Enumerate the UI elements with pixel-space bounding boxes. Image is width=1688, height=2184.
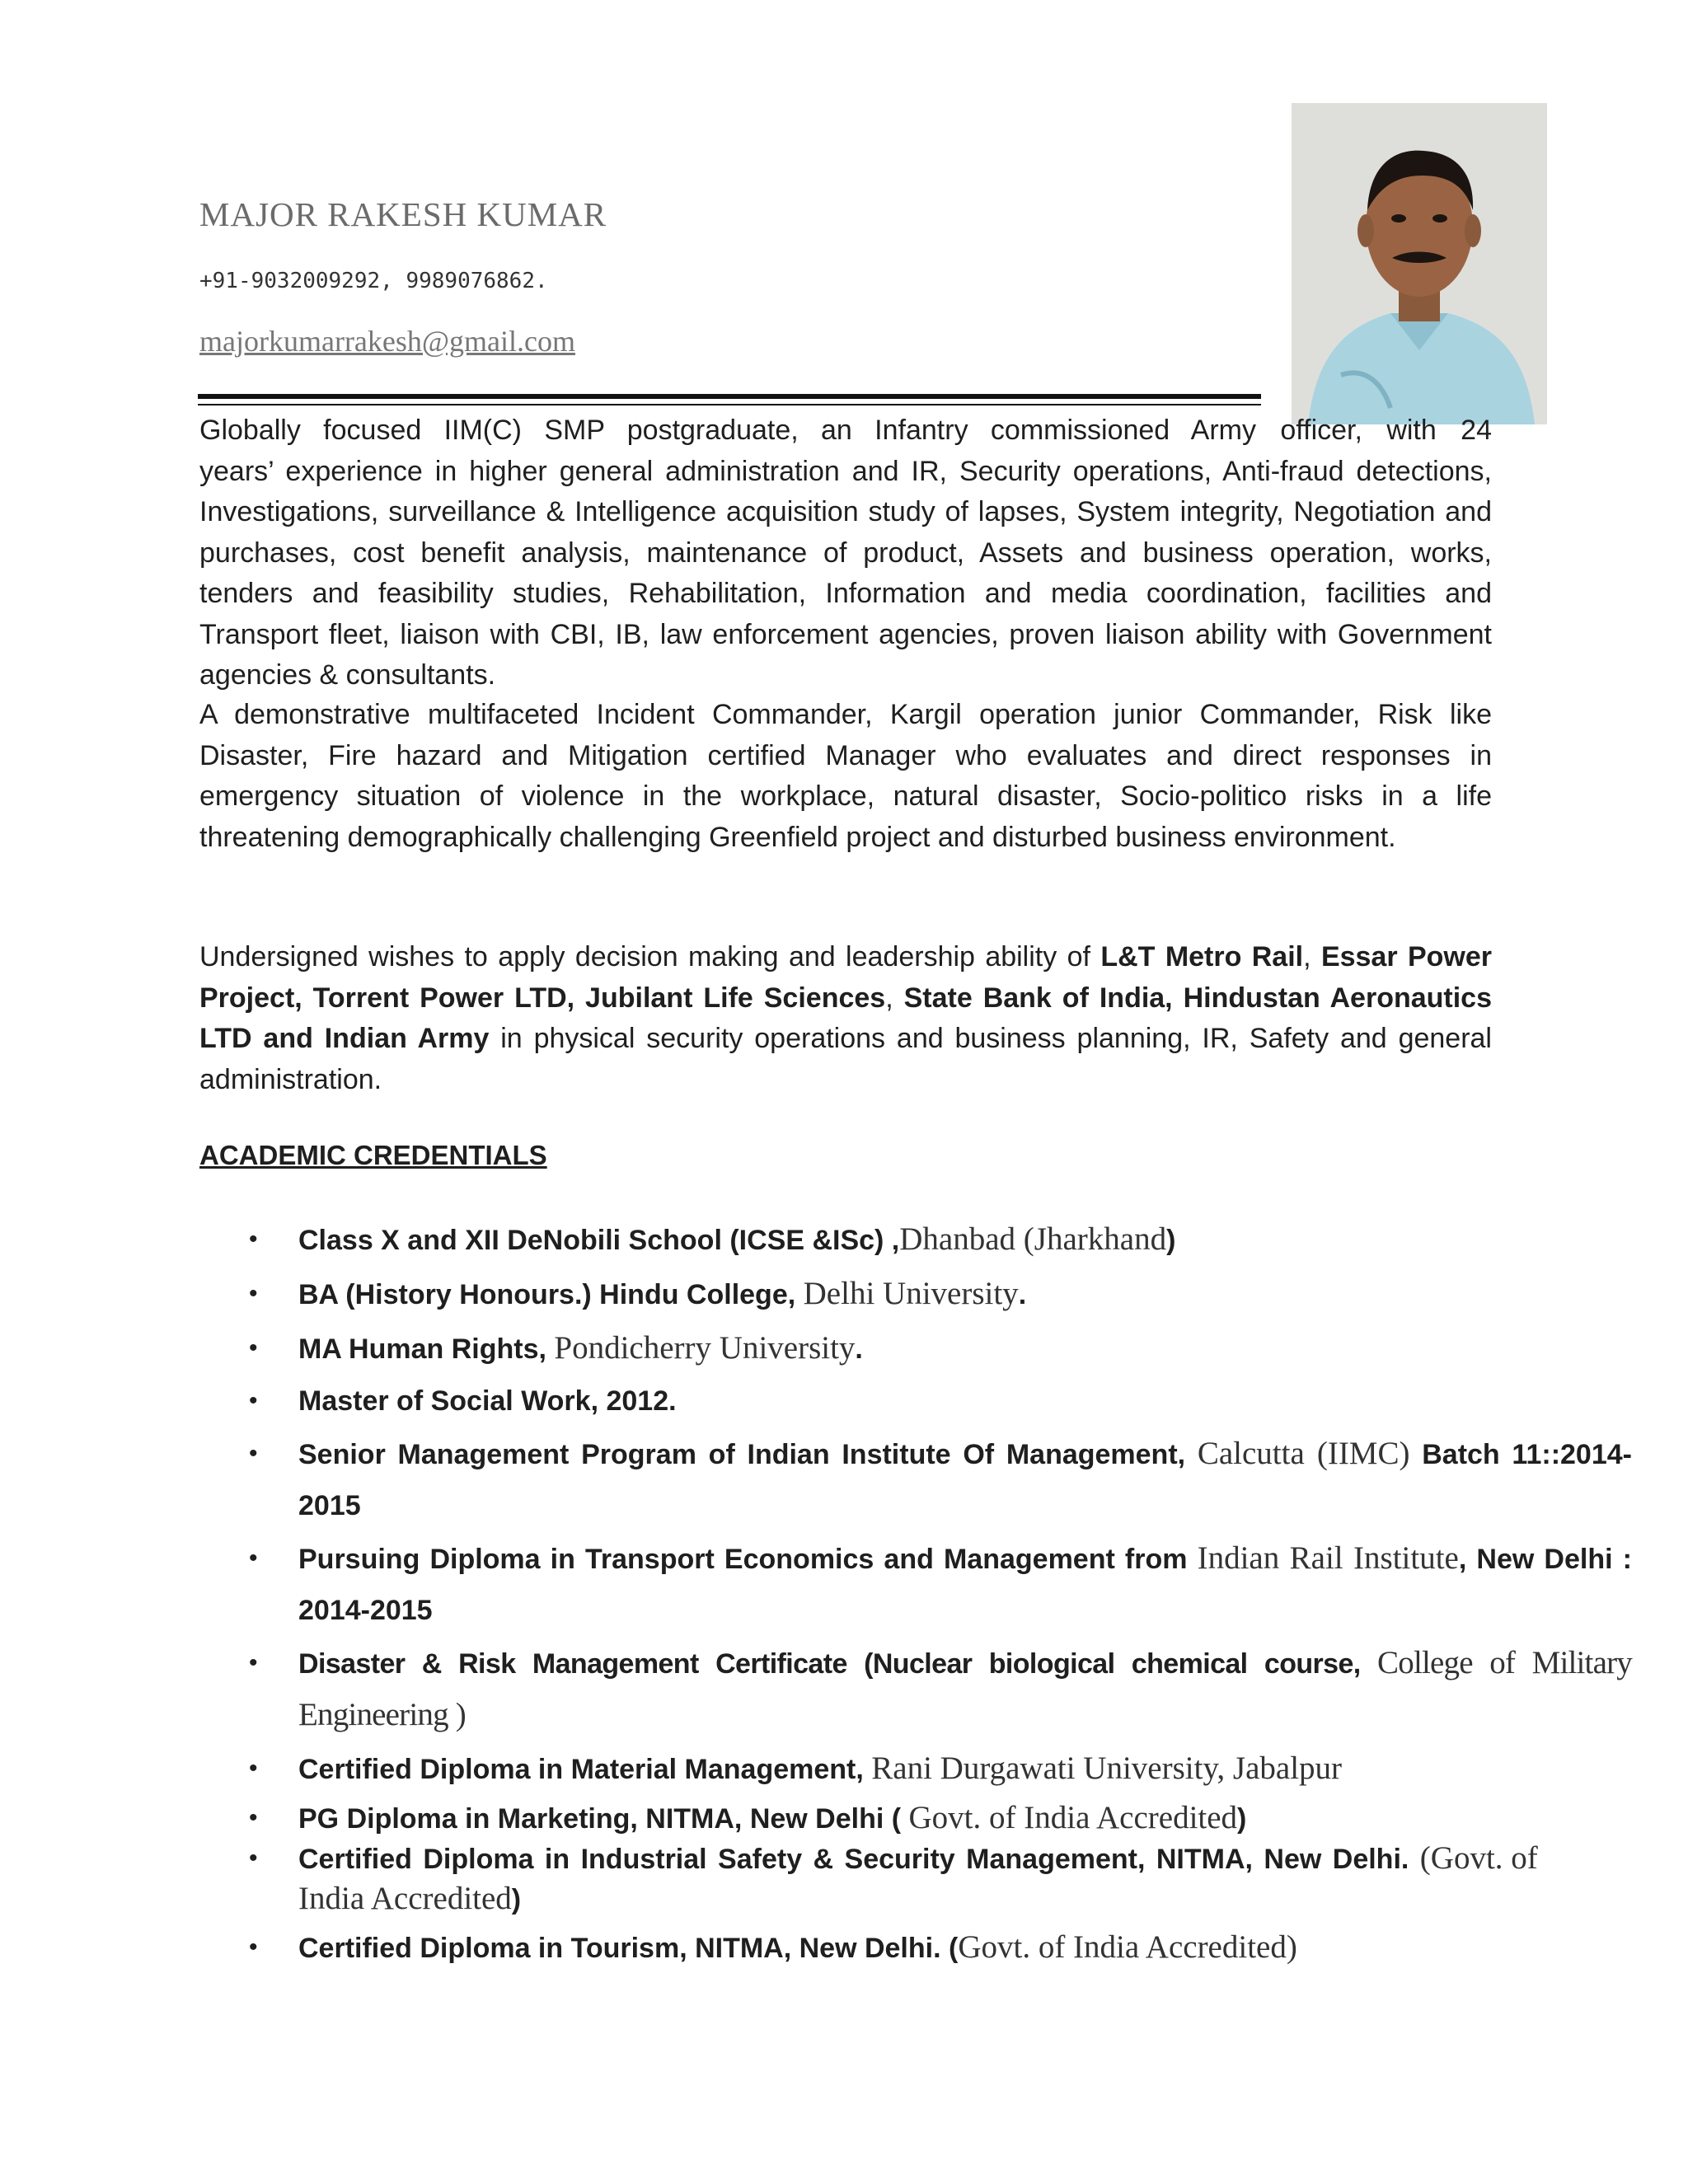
academic-item bbox=[247, 1324, 1632, 1374]
summary-rest: officer, with 24 years’ experience in higher general administration and IR, Security operations, Anti-fraud detections, Investigations, surveillance & Intelligence acquisition study of lapses, System integrity, Negotiation and purchases, cost benefit analysis, maintenance of product, Assets and business operation, works, tenders and feasibility studies, Rehabilitation, Information and media coordination, facilities and Transport fleet, liaison with CBI, IB, law enforcement agencies, proven liaison ability with Government agencies & consultants. bbox=[199, 415, 1492, 691]
academic-item bbox=[247, 1743, 1632, 1795]
bullet-icon: • bbox=[249, 1544, 258, 1572]
item-bold: Master of Social Work, 2012. bbox=[298, 1385, 677, 1417]
objective-paragraph bbox=[199, 937, 1492, 1100]
bullet-icon: • bbox=[249, 1280, 258, 1307]
item-tail: ) bbox=[1237, 1803, 1247, 1835]
item-tail: . bbox=[855, 1333, 863, 1365]
item-tail: ) bbox=[511, 1884, 522, 1915]
item-bold: Certified Diploma in Tourism, NITMA, New Delhi. ( bbox=[298, 1933, 959, 1964]
item-tail: ) bbox=[1166, 1225, 1176, 1256]
objective-sep-1: , bbox=[1303, 941, 1321, 972]
phone-numbers: +91-9032009292, 9989076862. bbox=[199, 269, 548, 293]
item-bold: PG Diploma in Marketing, NITMA, New Delhi ( bbox=[298, 1803, 909, 1835]
academic-item bbox=[247, 1428, 1632, 1531]
header-divider-thick bbox=[198, 394, 1261, 399]
academic-item bbox=[247, 1638, 1632, 1741]
academic-item bbox=[247, 1376, 1632, 1426]
academic-item bbox=[247, 1923, 1632, 1973]
header-divider-thin bbox=[198, 404, 1261, 405]
item-institution: (Govt. of India Accredited bbox=[298, 1840, 1538, 1916]
bullet-icon: • bbox=[249, 1755, 258, 1782]
item-institution: Indian Rail Institute bbox=[1197, 1540, 1459, 1576]
objective-text-a: Undersigned wishes to apply decision making and leadership ability of bbox=[199, 941, 1101, 972]
academic-item bbox=[247, 1215, 1632, 1265]
item-institution: Pondicherry University bbox=[554, 1330, 856, 1366]
candidate-name: MAJOR RAKESH KUMAR bbox=[199, 195, 607, 233]
item-bold: MA Human Rights, bbox=[298, 1333, 555, 1365]
objective-orgs-2: Essar Power Project, Torrent Power LTD, Jubilant Life Sciences bbox=[199, 941, 1492, 1014]
bullet-icon: • bbox=[249, 1334, 258, 1361]
item-bold: Certified Diploma in Industrial Safety & Security Management, NITMA, New Delhi. bbox=[298, 1844, 1420, 1875]
item-bold: Pursuing Diploma in Transport Economics and Management from bbox=[298, 1544, 1198, 1575]
item-institution: Dhanbad (Jharkhand bbox=[899, 1221, 1167, 1257]
item-tail: . bbox=[1018, 1279, 1027, 1310]
email-link[interactable]: majorkumarrakesh@gmail.com bbox=[199, 325, 576, 358]
item-bold: Certified Diploma in Material Management, bbox=[298, 1754, 872, 1785]
item-tail: , New Delhi : 2014-2015 bbox=[298, 1544, 1632, 1626]
bullet-icon: • bbox=[249, 1804, 258, 1831]
objective-text-b: in physical security operations and business planning, IR, Safety and general administration. bbox=[199, 1023, 1492, 1095]
summary-paragraph-2: A demonstrative multifaceted Incident Commander, Kargil operation junior Commander, Risk like Disaster, Fire hazard and Mitigation certified Manager who evaluates and direct responses in emergency situation of violence in the workplace, natural disaster, Socio-politico risks in a life threatening demographically challenging Greenfield project and disturbed business environment. bbox=[199, 699, 1492, 853]
academic-item bbox=[247, 1269, 1632, 1319]
bullet-icon: • bbox=[249, 1387, 258, 1414]
bullet-icon: • bbox=[249, 1440, 258, 1467]
item-institution: Rani Durgawati University, Jabalpur bbox=[871, 1750, 1343, 1786]
item-institution: Delhi University bbox=[803, 1276, 1019, 1311]
summary-paragraph-1 bbox=[199, 410, 1492, 696]
item-tail: Batch 11::2014-2015 bbox=[298, 1439, 1632, 1521]
objective-orgs-3: State Bank of India, Hindustan Aeronautics LTD and Indian Army bbox=[199, 982, 1492, 1054]
item-institution: Govt. of India Accredited) bbox=[958, 1929, 1297, 1965]
item-institution: Govt. of India Accredited bbox=[908, 1800, 1238, 1835]
profile-photo bbox=[1292, 103, 1547, 424]
item-bold: Disaster & Risk Management Certificate (Nuclear biological chemical course, bbox=[298, 1648, 1378, 1680]
item-bold: Class X and XII DeNobili School (ICSE &ISc) , bbox=[298, 1225, 900, 1256]
academic-item bbox=[247, 1533, 1632, 1636]
bullet-icon: • bbox=[249, 1933, 258, 1961]
summary-first-line: Globally focused IIM(C) SMP postgraduate, an Infantry commissioned Army bbox=[199, 415, 1256, 446]
objective-org-1: L&T Metro Rail bbox=[1100, 941, 1304, 972]
bullet-icon: • bbox=[249, 1844, 258, 1872]
item-institution: College of Military Engineering ) bbox=[298, 1645, 1632, 1732]
item-institution: Calcutta (IIMC) bbox=[1197, 1436, 1410, 1471]
item-bold: Senior Management Program of Indian Institute Of Management, bbox=[298, 1439, 1198, 1470]
bullet-icon: • bbox=[249, 1226, 258, 1253]
academic-heading: ACADEMIC CREDENTIALS bbox=[199, 1140, 547, 1170]
academic-list bbox=[247, 1215, 1632, 1973]
objective-sep-2: , bbox=[885, 982, 904, 1014]
academic-item bbox=[247, 1839, 1540, 1919]
academic-item bbox=[247, 1793, 1632, 1844]
item-bold: BA (History Honours.) Hindu College, bbox=[298, 1279, 804, 1310]
bullet-icon: • bbox=[249, 1649, 258, 1676]
